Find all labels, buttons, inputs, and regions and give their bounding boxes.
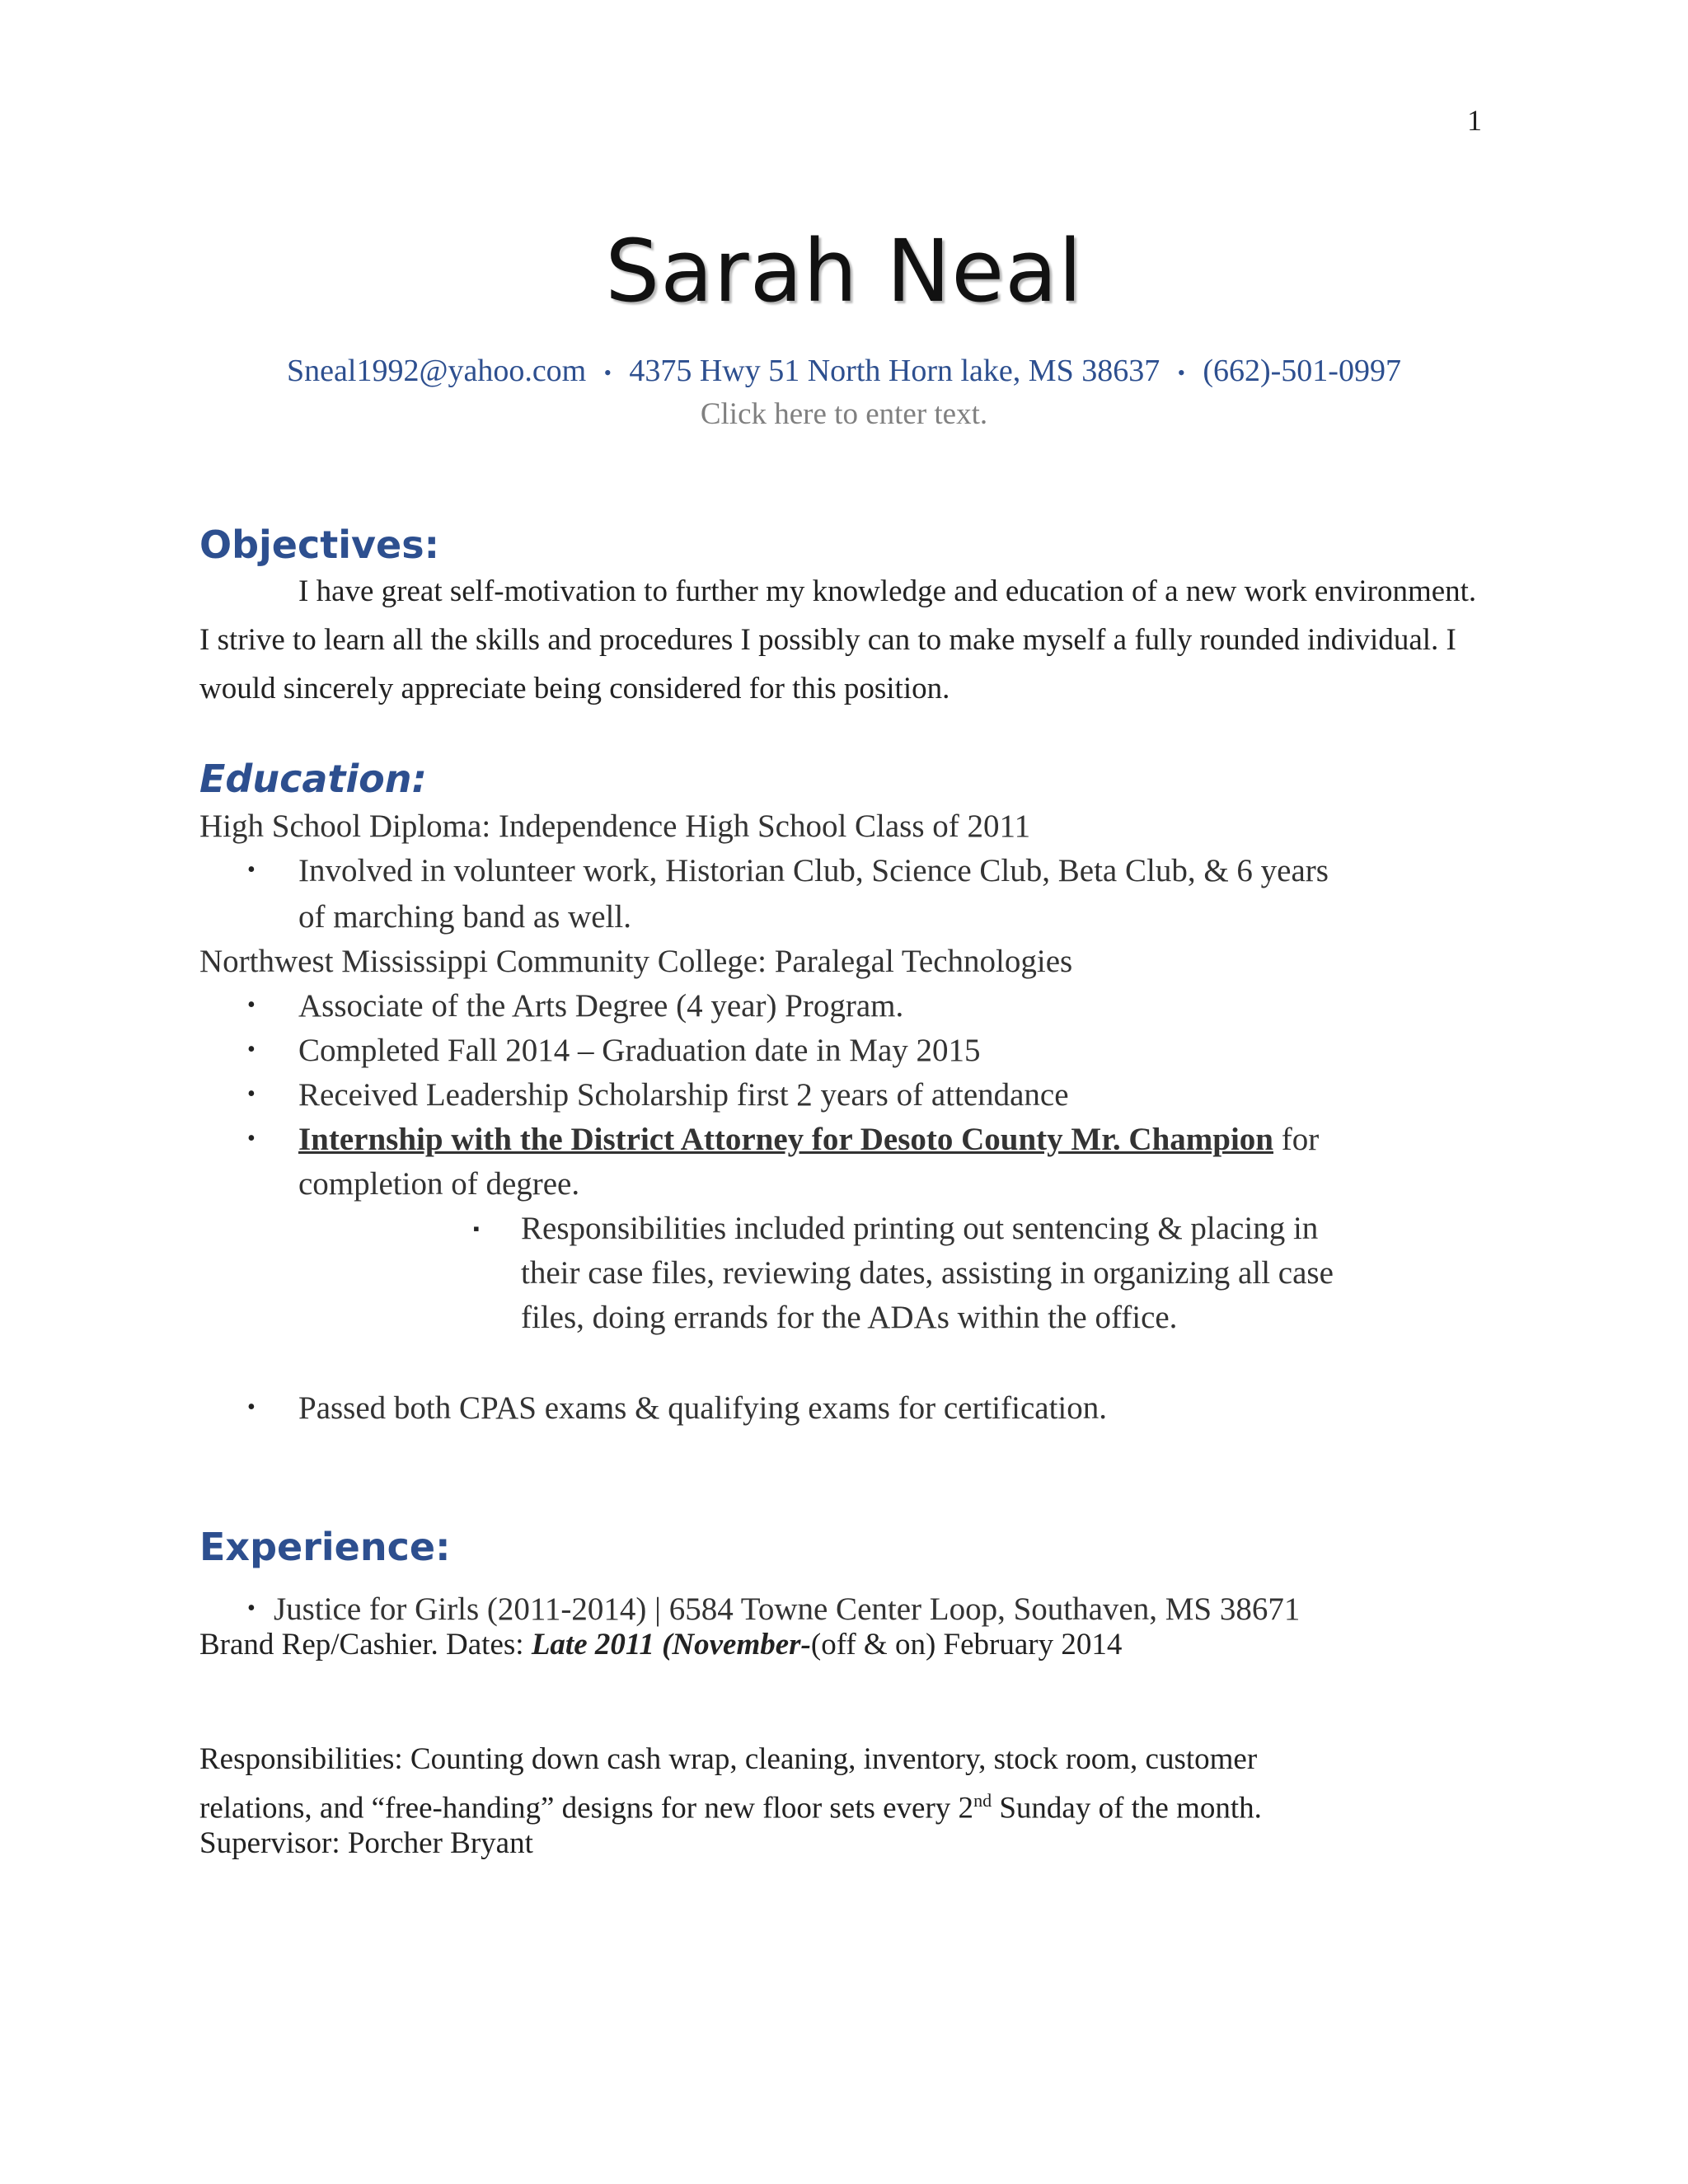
page-number: 1 bbox=[1467, 104, 1482, 137]
hs-activities-line2: of marching band as well. bbox=[298, 899, 631, 935]
experience-resp-line1: Responsibilities: Counting down cash wrap, cleaning, inventory, stock room, customer bbox=[199, 1742, 1258, 1776]
bullet-marker: • bbox=[247, 1394, 256, 1420]
college-bullet-1: Associate of the Arts Degree (4 year) Program. bbox=[298, 988, 904, 1024]
phone-text: (662)-501-0997 bbox=[1203, 354, 1401, 388]
job-line: Justice for Girls (2011-2014) | 6584 Towne Center Loop, Southaven, MS 38671 bbox=[274, 1591, 1301, 1627]
role-line bbox=[199, 1620, 1122, 1670]
college-bullet-3: Received Leadership Scholarship first 2 years of attendance bbox=[298, 1077, 1069, 1113]
bullet-marker: • bbox=[247, 857, 256, 883]
bullet-marker: • bbox=[247, 1037, 256, 1062]
email-text[interactable]: Sneal1992@yahoo.com bbox=[287, 354, 587, 388]
education-heading: Education: bbox=[199, 757, 427, 801]
role-prefix: Brand Rep/Cashier. Dates: bbox=[199, 1628, 532, 1661]
dates-rest: (off & on) February 2014 bbox=[810, 1628, 1123, 1661]
separator-dot: • bbox=[1177, 361, 1185, 386]
hs-activities-line1: Involved in volunteer work, Historian Club, Science Club, Beta Club, & 6 years bbox=[298, 853, 1329, 888]
bullet-marker: • bbox=[247, 1596, 256, 1621]
college-line: Northwest Mississippi Community College: Paralegal Technologies bbox=[199, 944, 1073, 979]
supervisor-line: Supervisor: Porcher Bryant bbox=[199, 1826, 533, 1860]
address-text: 4375 Hwy 51 North Horn lake, MS 38637 bbox=[629, 354, 1160, 388]
square-bullet-marker: ▪ bbox=[473, 1218, 480, 1239]
internship-line bbox=[298, 1121, 1319, 1158]
contact-line bbox=[0, 353, 1688, 389]
internship-title: Internship with the District Attorney for Desoto County Mr. Champion bbox=[298, 1122, 1273, 1157]
responsibilities-line2: their case files, reviewing dates, assisting in organizing all case bbox=[521, 1255, 1334, 1291]
high-school-line: High School Diploma: Independence High School Class of 2011 bbox=[199, 808, 1031, 844]
objectives-text: I have great self-motivation to further my knowledge and education of a new work environment. I strive to learn all the skills and procedures I possibly can to make myself a fully rounded individual. I would sincerely appreciate being considered for this position. bbox=[199, 574, 1477, 705]
responsibilities-line1: Responsibilities included printing out sentencing & placing in bbox=[521, 1211, 1319, 1246]
experience-heading: Experience: bbox=[199, 1525, 451, 1569]
bullet-marker: • bbox=[247, 1081, 256, 1107]
objectives-heading: Objectives: bbox=[199, 523, 439, 567]
resp-line2-a: relations, and “free-handing” designs for new floor sets every 2 bbox=[199, 1791, 974, 1825]
bullet-marker: • bbox=[247, 992, 256, 1018]
bullet-marker: • bbox=[247, 1126, 256, 1151]
college-bullet-2: Completed Fall 2014 – Graduation date in May 2015 bbox=[298, 1033, 981, 1068]
resume-name: Sarah Neal bbox=[605, 221, 1083, 321]
responsibilities-line3: files, doing errands for the ADAs within the office. bbox=[521, 1300, 1178, 1335]
certification-line: Passed both CPAS exams & qualifying exams for certification. bbox=[298, 1390, 1107, 1426]
internship-suffix: for bbox=[1273, 1122, 1320, 1157]
experience-resp-line2 bbox=[199, 1780, 1262, 1829]
resp-line2-b: Sunday of the month. bbox=[992, 1791, 1262, 1825]
resp-line2-sup: nd bbox=[973, 1790, 992, 1811]
dates-bold: Late 2011 (November- bbox=[531, 1628, 811, 1661]
internship-line2: completion of degree. bbox=[298, 1166, 580, 1202]
placeholder-text-field[interactable]: Click here to enter text. bbox=[700, 397, 988, 431]
separator-dot: • bbox=[603, 361, 612, 386]
